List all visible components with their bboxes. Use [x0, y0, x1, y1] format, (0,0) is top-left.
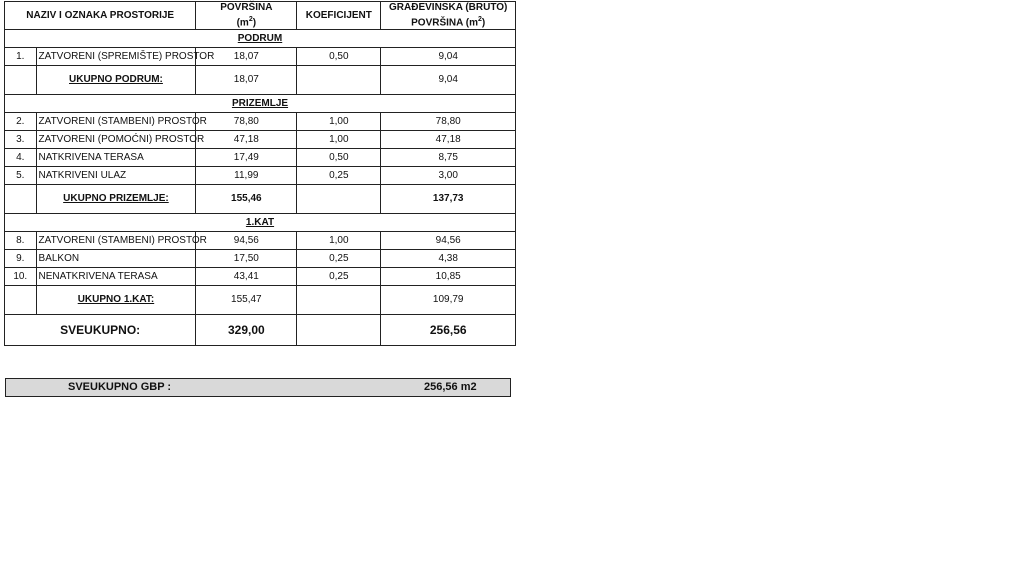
row-number: 8.: [5, 232, 37, 250]
subtotal-gbp: 9,04: [381, 66, 516, 95]
section-title: PODRUM: [5, 30, 516, 48]
row-number: 5.: [5, 167, 37, 185]
table-row: [5, 149, 516, 167]
subtotal-koef-empty: [297, 66, 381, 95]
row-povrsina: 11,99: [196, 167, 297, 185]
grand-total-koef-empty: [297, 315, 381, 346]
row-name: NATKRIVENI ULAZ: [36, 167, 196, 185]
row-koeficijent: 1,00: [297, 131, 381, 149]
table-row: [5, 268, 516, 286]
row-gbp: 9,04: [381, 48, 516, 66]
subtotal-row-prizemlje: [5, 185, 516, 214]
subtotal-koef-empty: [297, 185, 381, 214]
subtotal-povrsina: 155,46: [196, 185, 297, 214]
grand-total-row: [5, 315, 516, 346]
row-gbp: 4,38: [381, 250, 516, 268]
row-gbp: 94,56: [381, 232, 516, 250]
row-number: 4.: [5, 149, 37, 167]
table-header-row: [5, 2, 516, 30]
row-number: 2.: [5, 113, 37, 131]
row-koeficijent: 1,00: [297, 113, 381, 131]
subtotal-label: UKUPNO PODRUM:: [36, 66, 196, 95]
header-koeficijent: KOEFICIJENT: [297, 2, 381, 30]
summary-value: 256,56 m2: [424, 381, 477, 393]
summary-box: [5, 378, 511, 397]
subtotal-spacer: [5, 66, 37, 95]
row-koeficijent: 0,25: [297, 250, 381, 268]
row-name: ZATVORENI (STAMBENI) PROSTOR: [36, 232, 196, 250]
table-row: [5, 131, 516, 149]
table-row: [5, 167, 516, 185]
subtotal-label: UKUPNO PRIZEMLJE:: [36, 185, 196, 214]
row-name: ZATVORENI (POMOĆNI) PROSTOR: [36, 131, 196, 149]
section-row-prizemlje: [5, 95, 516, 113]
row-povrsina: 17,49: [196, 149, 297, 167]
row-povrsina: 47,18: [196, 131, 297, 149]
row-number: 1.: [5, 48, 37, 66]
row-name: BALKON: [36, 250, 196, 268]
row-povrsina: 78,80: [196, 113, 297, 131]
subtotal-row-podrum: [5, 66, 516, 95]
row-povrsina: 18,07: [196, 48, 297, 66]
subtotal-gbp: 109,79: [381, 286, 516, 315]
subtotal-spacer: [5, 185, 37, 214]
row-name: NENATKRIVENA TERASA: [36, 268, 196, 286]
row-gbp: 78,80: [381, 113, 516, 131]
subtotal-povrsina: 155,47: [196, 286, 297, 315]
row-number: 3.: [5, 131, 37, 149]
row-name: ZATVORENI (STAMBENI) PROSTOR: [36, 113, 196, 131]
grand-total-povrsina: 329,00: [196, 315, 297, 346]
row-koeficijent: 1,00: [297, 232, 381, 250]
row-gbp: 8,75: [381, 149, 516, 167]
subtotal-gbp: 137,73: [381, 185, 516, 214]
subtotal-row-kat1: [5, 286, 516, 315]
row-povrsina: 17,50: [196, 250, 297, 268]
section-row-kat1: [5, 214, 516, 232]
section-row-podrum: [5, 30, 516, 48]
grand-total-gbp: 256,56: [381, 315, 516, 346]
subtotal-label: UKUPNO 1.KAT:: [36, 286, 196, 315]
row-gbp: 10,85: [381, 268, 516, 286]
row-koeficijent: 0,50: [297, 149, 381, 167]
section-title: 1.KAT: [5, 214, 516, 232]
row-povrsina: 94,56: [196, 232, 297, 250]
header-gbp: GRAĐEVINSKA (BRUTO) POVRŠINA $(m^2)$: [381, 2, 516, 30]
area-table: [4, 1, 516, 346]
row-koeficijent: 0,50: [297, 48, 381, 66]
grand-total-label: SVEUKUPNO:: [5, 315, 196, 346]
table-row: [5, 113, 516, 131]
header-povrsina: POVRŠINA $(m^2)$: [196, 2, 297, 30]
summary-label: SVEUKUPNO GBP :: [68, 381, 172, 393]
subtotal-spacer: [5, 286, 37, 315]
row-number: 10.: [5, 268, 37, 286]
row-number: 9.: [5, 250, 37, 268]
row-name: NATKRIVENA TERASA: [36, 149, 196, 167]
table-row: [5, 250, 516, 268]
row-gbp: 3,00: [381, 167, 516, 185]
subtotal-povrsina: 18,07: [196, 66, 297, 95]
header-naziv: NAZIV I OZNAKA PROSTORIJE: [5, 2, 196, 30]
table-row: [5, 48, 516, 66]
row-povrsina: 43,41: [196, 268, 297, 286]
row-koeficijent: 0,25: [297, 268, 381, 286]
row-gbp: 47,18: [381, 131, 516, 149]
table-row: [5, 232, 516, 250]
subtotal-koef-empty: [297, 286, 381, 315]
row-name: ZATVORENI (SPREMIŠTE) PROSTOR: [36, 48, 196, 66]
section-title: PRIZEMLJE: [5, 95, 516, 113]
row-koeficijent: 0,25: [297, 167, 381, 185]
